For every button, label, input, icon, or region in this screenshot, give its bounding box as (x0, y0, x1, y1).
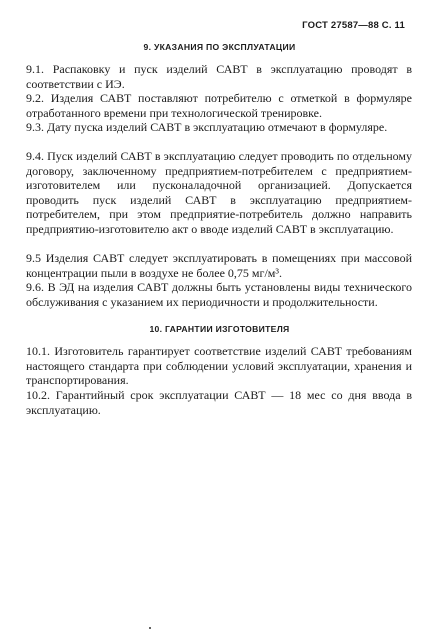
paragraph-9-1: 9.1. Распаковку и пуск изделий САВТ в эксплуатацию проводят в соответствии с ИЭ. (26, 62, 412, 91)
page-header: ГОСТ 27587—88 С. 11 (302, 20, 405, 31)
paragraph-9-2: 9.2. Изделия САВТ поставляют потребителю с отметкой в формуляре отработанного времени при технологической тренировке. (26, 91, 412, 120)
paragraph-10-1: 10.1. Изготовитель гарантирует соответствие изделий САВТ требованиям настоящего стандарта при соблюдении условий эксплуатации, хранения и транспортирования. (26, 344, 412, 387)
paragraph-10-2: 10.2. Гарантийный срок эксплуатации САВТ — 18 мес со дня ввода в эксплуатацию. (26, 388, 412, 417)
paragraph-9-5: 9.5 Изделия САВТ следует эксплуатировать в помещениях при массовой концентрации пыли в воздухе не более 0,75 мг/м³. (26, 251, 412, 280)
paragraph-9-6: 9.6. В ЭД на изделия САВТ должны быть установлены виды технического обслуживания с указанием их периодичности и продолжительности. (26, 280, 412, 309)
paragraph-9-3: 9.3. Дату пуска изделий САВТ в эксплуатацию отмечают в формуляре. (26, 120, 388, 134)
section-10-title: 10. ГАРАНТИИ ИЗГОТОВИТЕЛЯ (149, 324, 290, 334)
section-9-title: 9. УКАЗАНИЯ ПО ЭКСПЛУАТАЦИИ (143, 42, 296, 52)
paragraph-9-4: 9.4. Пуск изделий САВТ в эксплуатацию следует проводить по отдельному договору, заключенному предприятием-потребителем с предприятием-изготовителем или пусконаладочной организацией. Допускается проводить пуск изделий САВТ в эксплуатацию предприятием-потребителем, при этом предприятие-потребитель должно направить предприятию-изготовителю акт о вводе изделий САВТ в эксплуатацию. (26, 149, 412, 236)
page-mark (149, 627, 151, 629)
